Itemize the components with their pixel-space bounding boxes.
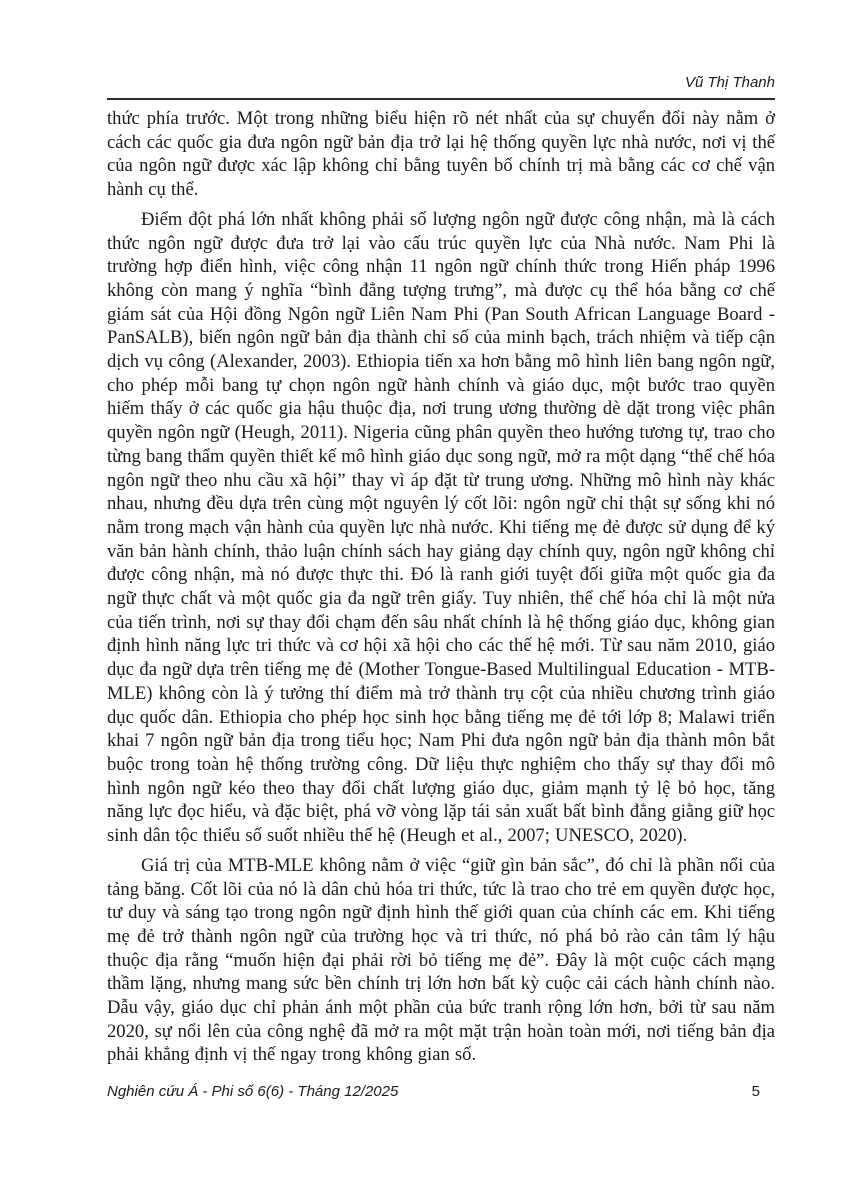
page-number: 5: [751, 1083, 760, 1100]
page-footer: [107, 1083, 775, 1100]
paragraph: Điểm đột phá lớn nhất không phải số lượng ngôn ngữ được công nhận, mà là cách thức ngôn ngữ được đưa trở lại vào cấu trúc quyền lực của Nhà nước. Nam Phi là trường hợp điển hình, việc công nhận 11 ngôn ngữ chính thức trong Hiến pháp 1996 không còn mang ý nghĩa “bình đẳng tượng trưng”, mà được cụ thể hóa bằng cơ chế giám sát của Hội đồng Ngôn ngữ Liên Nam Phi (Pan South African Language Board - PanSALB), biến ngôn ngữ bản địa thành chỉ số của minh bạch, trách nhiệm và tiếp cận dịch vụ công (Alexander, 2003). Ethiopia tiến xa hơn bằng mô hình liên bang ngôn ngữ, cho phép mỗi bang tự chọn ngôn ngữ hành chính và giáo dục, một bước trao quyền hiếm thấy ở các quốc gia hậu thuộc địa, nơi trung ương thường dè dặt trong việc phân quyền ngôn ngữ (Heugh, 2011). Nigeria cũng phân quyền theo hướng tương tự, trao cho từng bang thẩm quyền thiết kế mô hình giáo dục song ngữ, mở ra một dạng “thể chế hóa ngôn ngữ theo nhu cầu xã hội” thay vì áp đặt từ trung ương. Những mô hình này khác nhau, nhưng đều dựa trên cùng một nguyên lý cốt lõi: ngôn ngữ chỉ thật sự sống khi nó nằm trong mạch vận hành của quyền lực nhà nước. Khi tiếng mẹ đẻ được sử dụng để ký văn bản hành chính, thảo luận chính sách hay giảng dạy chính quy, ngôn ngữ không chỉ được công nhận, mà nó được thực thi. Đó là ranh giới tuyệt đối giữa một quốc gia đa ngữ thực chất và một quốc gia đa ngữ trên giấy. Tuy nhiên, thể chế hóa chỉ là một nửa của tiến trình, nơi sự thay đổi chạm đến sâu nhất chính là hệ thống giáo dục, không gian định hình năng lực tri thức và cơ hội xã hội cho các thế hệ mới. Từ sau năm 2010, giáo dục đa ngữ dựa trên tiếng mẹ đẻ (Mother Tongue-Based Multilingual Education - MTB-MLE) không còn là ý tưởng thí điểm mà trở thành trụ cột của nhiều chương trình giáo dục quốc dân. Ethiopia cho phép học sinh học bằng tiếng mẹ đẻ tới lớp 8; Malawi triển khai 7 ngôn ngữ bản địa trong tiểu học; Nam Phi đưa ngôn ngữ bản địa thành môn bắt buộc trong toàn hệ thống trường công. Dữ liệu thực nghiệm cho thấy sự thay đổi mô hình ngôn ngữ kéo theo thay đổi chất lượng giáo dục, giảm mạnh tỷ lệ bỏ học, tăng năng lực đọc hiểu, và đặc biệt, phá vỡ vòng lặp tái sản xuất bất bình đẳng giằng giữ học sinh dân tộc thiểu số suốt nhiều thế hệ (Heugh et al., 2007; UNESCO, 2020).: [107, 208, 775, 847]
running-head-author: Vũ Thị Thanh: [684, 74, 775, 91]
paragraph: Giá trị của MTB-MLE không nằm ở việc “giữ gìn bản sắc”, đó chỉ là phần nổi của tảng băng. Cốt lõi của nó là dân chủ hóa tri thức, tức là trao cho trẻ em quyền được học, tư duy và sáng tạo trong ngôn ngữ định hình thế giới quan của chính các em. Khi tiếng mẹ đẻ trở thành ngôn ngữ của trường học và tri thức, nó phá bỏ rào cản tâm lý hậu thuộc địa rằng “muốn hiện đại phải rời bỏ tiếng mẹ đẻ”. Đây là một cuộc cách mạng thầm lặng, nhưng mang sức bền chính trị lớn hơn bất kỳ cuộc cải cách hành chính nào. Dẫu vậy, giáo dục chỉ phản ánh một phần của bức tranh rộng lớn hơn, bởi từ sau năm 2020, sự nổi lên của công nghệ đã mở ra một mặt trận hoàn toàn mới, nơi tiếng bản địa phải khẳng định vị thế ngay trong không gian số.: [107, 854, 775, 1066]
journal-issue-line: Nghiên cứu Á - Phi số 6(6) - Tháng 12/2025: [107, 1083, 399, 1100]
page-body: [107, 107, 775, 1073]
paragraph-continued: thức phía trước. Một trong những biểu hiện rõ nét nhất của sự chuyển đổi này nằm ở cách các quốc gia đưa ngôn ngữ bản địa trở lại hệ thống quyền lực nhà nước, nơi vị thế của ngôn ngữ được xác lập không chỉ bằng tuyên bố chính trị mà bằng các cơ chế vận hành cụ thể.: [107, 108, 775, 201]
page-header: [107, 72, 775, 100]
